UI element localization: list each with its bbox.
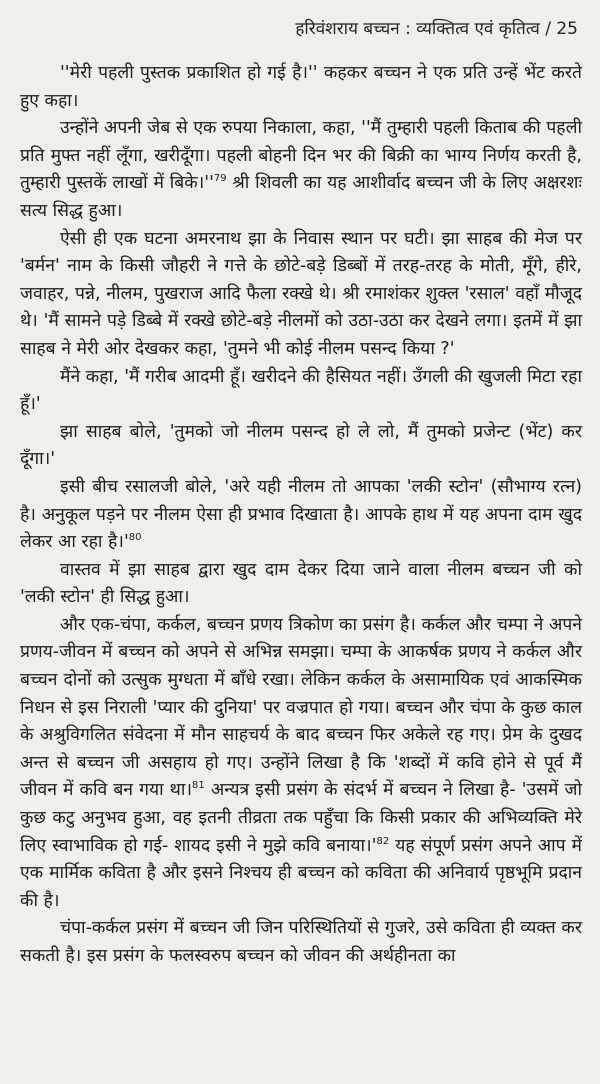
body-text (20, 60, 582, 971)
paragraph-6: इसी बीच रसालजी बोले, 'अरे यही नीलम तो आपका 'लकी स्टोन' (सौभाग्य रत्न) है। अनुकूल पड़ने पर नीलम ऐसा ही प्रभाव दिखाता है। आपके हाथ में यह अपना दाम खुद लेकर आ रहा $है।'^{80}$ (20, 476, 582, 553)
footnote-ref-79: 79 (213, 173, 227, 185)
footnote-ref-81: 81 (192, 780, 205, 792)
paragraph-4: मैंने कहा, 'मैं गरीब आदमी हूँ। खरीदने की हैसियत नहीं। उँगली की खुजली मिटा रहा हूँ।' (20, 366, 582, 415)
paragraph-2: उन्होंने अपनी जेब से एक रुपया निकाला, कहा, ''मैं तुम्हारी पहली किताब की पहली प्रति मुफ्त नहीं लूँगा, खरीदूँगा। पहली बोहनी दिन भर की बिक्री का भाग्य निर्णय करती है, तुम्हारी पुस्तकें लाखों में $बिके।''^{79}$ श्री शिवली का यह आशीर्वाद बच्चन जी के लिए अक्षरशः सत्य सिद्ध हुआ। (20, 118, 582, 221)
paragraph-8: और एक-चंपा, कर्कल, बच्चन प्रणय त्रिकोण का प्रसंग है। कर्कल और चम्पा ने अपने प्रणय-जीवन में बच्चन को अपने से अभिन्न समझा। चम्पा के आकर्षक प्रणय ने कर्कल और बच्चन दोनों को उत्सुक मुग्धता में बाँधे रखा। लेकिन कर्कल के असामायिक एवं आकस्मिक निधन से इस निराली 'प्यार की दुनिया' पर वज्रपात हो गया। बच्चन और चंपा के कुछ काल के अश्रुविगलित संवेदना में मौन साहचर्य के बाद बच्चन फिर अकेले रह गए। प्रेम के दुखद अन्त से बच्चन जी असहाय हो गए। उन्होंने लिखा है कि 'शब्दों में कवि होने से पूर्व मैं जीवन में कवि बन गया था।$^{81}$ अन्यत्र इसी प्रसंग के संदर्भ में बच्चन ने लिखा है- 'उसमें जो कुछ कटु अनुभव हुआ, वह इतनी तीव्रता तक पहुँचा कि किसी प्रकार की अभिव्यक्ति मेरे लिए स्वाभाविक हो गई- शायद इसी ने मुझे कवि $बनाया।'^{82}$ यह संपूर्ण प्रसंग अपने आप में एक मार्मिक कविता है और इसने निश्चय ही बच्चन को कविता की अनिवार्य पृष्ठभूमि प्रदान की है। (20, 614, 583, 911)
paragraph-7: वास्तव में झा साहब द्वारा खुद दाम देकर दिया जाने वाला नीलम बच्चन जी को 'लकी स्टोन' ही सिद्ध हुआ। (20, 559, 582, 608)
paragraph-5: झा साहब बोले, 'तुमको जो नीलम पसन्द हो ले लो, मैं तुमको प्रजेन्ट (भेंट) कर दूँगा।' (20, 421, 582, 470)
paragraph-3: ऐसी ही एक घटना अमरनाथ झा के निवास स्थान पर घटी। झा साहब की मेज पर 'बर्मन' नाम के किसी जौहरी ने गत्ते के छोटे-बड़े डिब्बों में तरह-तरह के मोती, मूँगे, हीरे, जवाहर, पन्ने, नीलम, पुखराज आदि फैला रक्खे थे। श्री रमाशंकर शुक्ल 'रसाल' वहाँ मौजूद थे। 'मैं सामने पड़े डिब्बे में रक्खे छोटे-बड़े नीलमों को उठा-उठा कर देखने लगा। इतमें में झा साहब ने मेरी ओर देखकर कहा, 'तुमने भी कोई नीलम पसन्द किया ?' (20, 228, 582, 359)
paragraph-9: चंपा-कर्कल प्रसंग में बच्चन जी जिन परिस्थितियों से गुजरे, उसे कविता ही व्यक्त कर सकती है। इस प्रसंग के फलस्वरुप बच्चन को जीवन की अर्थहीनता का (20, 918, 582, 966)
footnote-ref-82: 82 (376, 835, 390, 847)
running-header: हरिवंशराय बच्चन : व्यक्तित्व एवं कृतित्व / 25 (295, 19, 578, 39)
footnote-ref-80: 80 (128, 532, 142, 544)
paragraph-1: ''मेरी पहली पुस्तक प्रकाशित हो गई है।'' कहकर बच्चन ने एक प्रति उन्हें भेंट करते हुए कहा। (20, 63, 582, 111)
